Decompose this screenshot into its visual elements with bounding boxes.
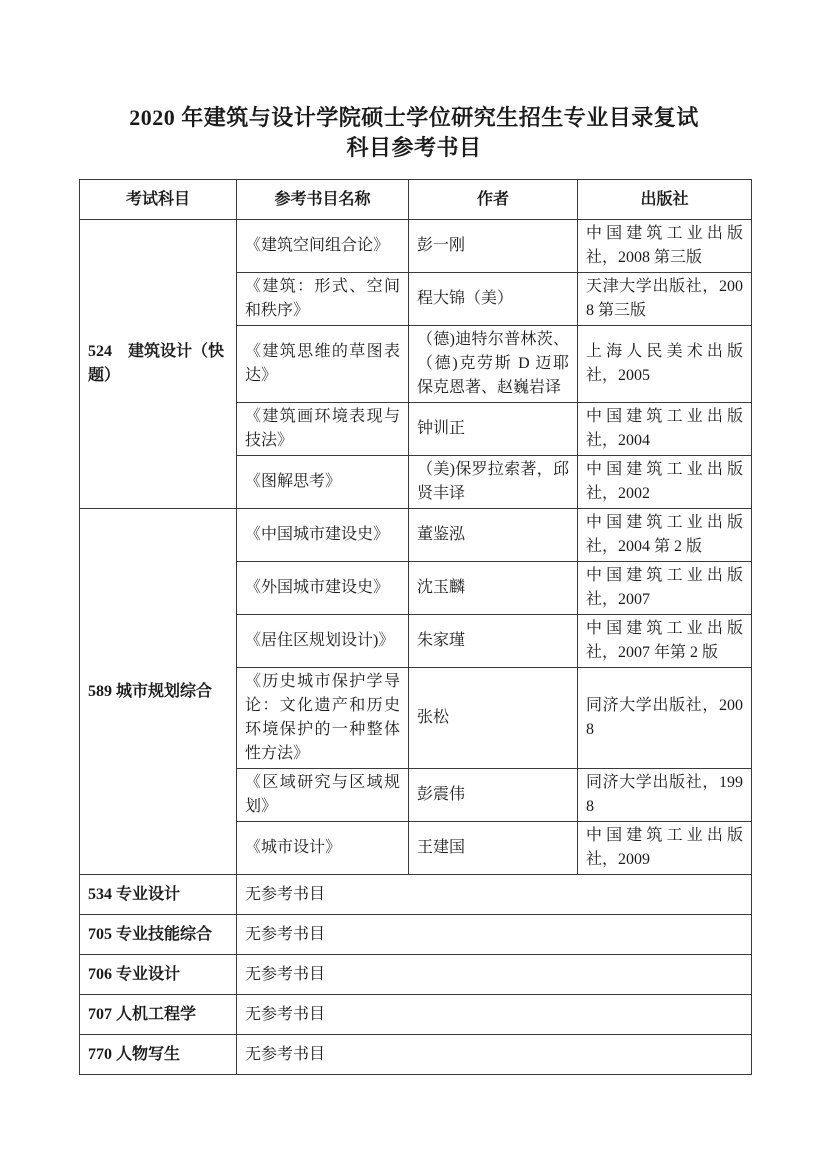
publisher-cell: 同济大学出版社，1998 — [578, 769, 752, 822]
author-cell: 张松 — [409, 668, 578, 769]
book-name-cell: 《建筑空间组合论》 — [237, 220, 409, 273]
column-header-author: 作者 — [409, 180, 578, 220]
title-line-2: 科目参考书目 — [346, 135, 482, 160]
page-title — [0, 0, 828, 163]
no-reference-cell: 无参考书目 — [237, 875, 752, 915]
no-reference-cell: 无参考书目 — [237, 995, 752, 1035]
publisher-cell: 中国建筑工业出版社，2008 第三版 — [578, 220, 752, 273]
book-name-cell: 《图解思考》 — [237, 456, 409, 509]
publisher-cell: 中国建筑工业出版社，2007 年第 2 版 — [578, 615, 752, 668]
reference-books-table — [79, 179, 752, 1075]
no-reference-cell: 无参考书目 — [237, 955, 752, 995]
author-cell: 程大锦（美） — [409, 273, 578, 326]
column-header-publisher: 出版社 — [578, 180, 752, 220]
book-name-cell: 《外国城市建设史》 — [237, 562, 409, 615]
book-name-cell: 《城市设计》 — [237, 822, 409, 875]
author-cell: 朱家瑾 — [409, 615, 578, 668]
table-row — [80, 509, 752, 562]
table-row — [80, 220, 752, 273]
subject-cell-706: 706 专业设计 — [80, 955, 237, 995]
author-cell: 沈玉麟 — [409, 562, 578, 615]
book-name-cell: 《历史城市保护学导论：文化遗产和历史环境保护的一种整体性方法》 — [237, 668, 409, 769]
table-row — [80, 995, 752, 1035]
publisher-cell: 同济大学出版社，2008 — [578, 668, 752, 769]
author-cell: 彭震伟 — [409, 769, 578, 822]
table-row — [80, 1035, 752, 1075]
publisher-cell: 中国建筑工业出版社，2004 — [578, 403, 752, 456]
column-header-book-name: 参考书目名称 — [237, 180, 409, 220]
author-cell: 钟训正 — [409, 403, 578, 456]
no-reference-cell: 无参考书目 — [237, 1035, 752, 1075]
subject-cell-534: 534 专业设计 — [80, 875, 237, 915]
publisher-cell: 中国建筑工业出版社，2007 — [578, 562, 752, 615]
book-name-cell: 《居住区规划设计)》 — [237, 615, 409, 668]
book-name-cell: 《建筑思维的草图表达》 — [237, 326, 409, 403]
publisher-cell: 上海人民美术出版社，2005 — [578, 326, 752, 403]
subject-cell-524: 524 建筑设计（快题） — [80, 220, 237, 509]
author-cell: （美)保罗拉索著，邱贤丰译 — [409, 456, 578, 509]
table-header-row — [80, 180, 752, 220]
author-cell: 彭一刚 — [409, 220, 578, 273]
publisher-cell: 天津大学出版社，2008 第三版 — [578, 273, 752, 326]
author-cell: （德)迪特尔普林茨、（德)克劳斯 D 迈耶保克恩著、赵巍岩译 — [409, 326, 578, 403]
subject-cell-705: 705 专业技能综合 — [80, 915, 237, 955]
author-cell: 王建国 — [409, 822, 578, 875]
subject-cell-707: 707 人机工程学 — [80, 995, 237, 1035]
book-name-cell: 《建筑：形式、空间和秩序》 — [237, 273, 409, 326]
table-row — [80, 915, 752, 955]
publisher-cell: 中国建筑工业出版社，2009 — [578, 822, 752, 875]
author-cell: 董鉴泓 — [409, 509, 578, 562]
title-line-1: 2020 年建筑与设计学院硕士学位研究生招生专业目录复试 — [129, 105, 699, 130]
column-header-exam-subject: 考试科目 — [80, 180, 237, 220]
table-row — [80, 875, 752, 915]
book-name-cell: 《中国城市建设史》 — [237, 509, 409, 562]
table-row — [80, 955, 752, 995]
publisher-cell: 中国建筑工业出版社，2004 第 2 版 — [578, 509, 752, 562]
subject-cell-589: 589 城市规划综合 — [80, 509, 237, 875]
no-reference-cell: 无参考书目 — [237, 915, 752, 955]
subject-cell-770: 770 人物写生 — [80, 1035, 237, 1075]
publisher-cell: 中国建筑工业出版社，2002 — [578, 456, 752, 509]
book-name-cell: 《建筑画环境表现与技法》 — [237, 403, 409, 456]
book-name-cell: 《区域研究与区域规划》 — [237, 769, 409, 822]
